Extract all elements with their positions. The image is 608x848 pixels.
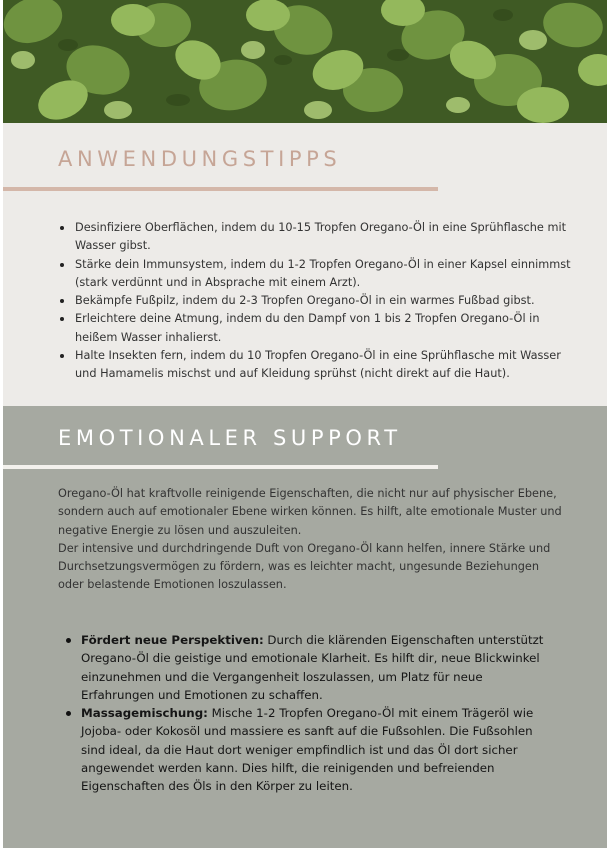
tips-list: [59, 219, 579, 384]
section-title-emotional: EMOTIONALER SUPPORT: [58, 426, 402, 450]
section-anwendungstipps: [3, 123, 607, 406]
list-item: Erleichtere deine Atmung, indem du den Dampf von 1 bis 2 Tropfen Oregano-Öl in heißem Wasser inhalierst.: [59, 310, 579, 347]
list-item: Stärke dein Immunsystem, indem du 1-2 Tropfen Oregano-Öl in einer Kapsel einnimmst (stark verdünnt und in Absprache mit einem Arzt).: [59, 256, 579, 293]
intro-paragraph: Der intensive und durchdringende Duft von Oregano-Öl kann helfen, innere Stärke und Durchsetzungsvermögen zu fördern, was es leichter macht, ungesunde Beziehungen oder belastende Emotionen loszulassen.: [58, 541, 551, 592]
intro-paragraph: Oregano-Öl hat kraftvolle reinigende Eigenschaften, die nicht nur auf physischer Ebene, sondern auch auf emotionaler Ebene wirken können. Es hilft, alte emotionale Muster und negative Energie zu lösen und auszuleiten.: [58, 487, 562, 537]
emotional-list: [65, 631, 555, 796]
list-item: Halte Insekten fern, indem du 10 Tropfen Oregano-Öl in eine Sprühflasche mit Wasser und Hamamelis mischst und auf Kleidung sprühst (nicht direkt auf die Haut).: [59, 347, 579, 384]
section-title-tips: ANWENDUNGSTIPPS: [58, 147, 342, 171]
list-item: [65, 631, 555, 704]
intro-text: [58, 485, 568, 595]
list-item: [65, 704, 555, 795]
bullet-text: Mische 1-2 Tropfen Oregano-Öl mit einem Trägeröl wie Jojoba- oder Kokosöl und massiere es sanft auf die Fußsohlen. Die Fußsohlen sind ideal, da die Haut dort weniger empfindlich ist und das Öl dort sicher angewendet werden kann. Dies hilft, die reinigenden und befreienden Eigenschaften des Öls in den Körper zu leiten.: [81, 706, 534, 794]
hero-image: [3, 0, 607, 123]
oregano-leaves-photo: [3, 0, 607, 123]
list-item: Desinfiziere Oberflächen, indem du 10-15 Tropfen Oregano-Öl in eine Sprühflasche mit Wasser gibst.: [59, 219, 579, 256]
title-underline: [3, 187, 438, 191]
bullet-label: Massagemischung:: [81, 706, 208, 721]
bullet-label: Fördert neue Perspektiven:: [81, 633, 264, 647]
bullet-text: Durch die klärenden Eigenschaften unterstützt Oregano-Öl die geistige und emotionale Klarheit. Es hilft dir, neue Blickwinkel einzunehmen und die Vergangenheit loszulassen, um Platz für neue Erfahrungen und Emotionen zu schaffen.: [81, 633, 544, 702]
list-item: Bekämpfe Fußpilz, indem du 2-3 Tropfen Oregano-Öl in ein warmes Fußbad gibst.: [59, 292, 579, 310]
title-underline: [3, 465, 438, 469]
page: [3, 0, 607, 848]
section-emotionaler-support: [3, 406, 607, 848]
